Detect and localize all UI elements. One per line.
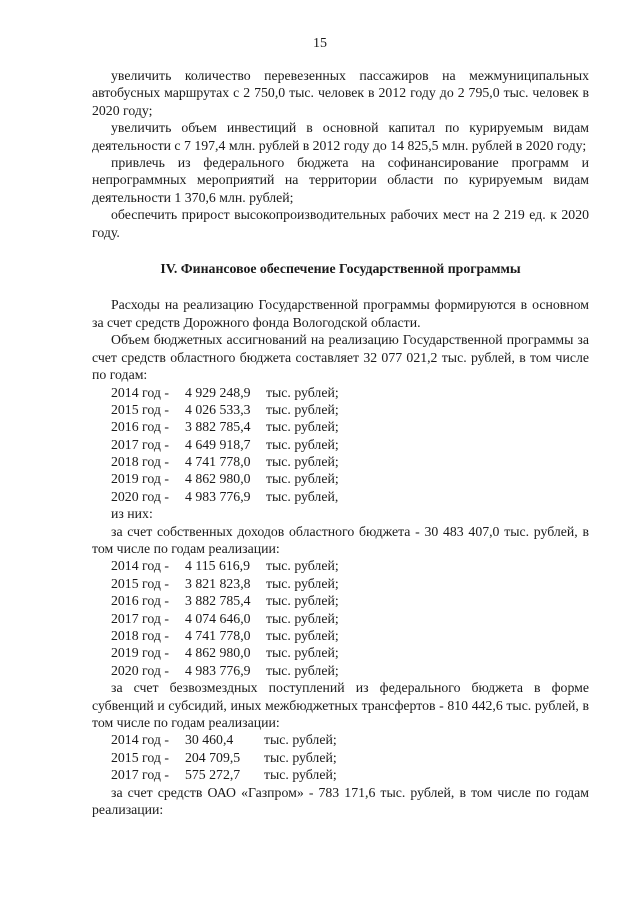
paragraph-financing-intro: Расходы на реализацию Государственной программы формируются в основном за счет средств Дорожного фонда Вологодской области. <box>92 297 589 330</box>
list-item: 2016 год - 3 882 785,4 тыс. рублей; <box>111 593 339 609</box>
list-item: 2015 год - 4 026 533,3 тыс. рублей; <box>111 401 339 417</box>
paragraph-federal-transfers: за счет безвозмездных поступлений из федерального бюджета в форме субвенций и субсидий, иных межбюджетных трансфертов - 810 442,6 тыс. рублей, в том числе по годам реализации: <box>92 680 589 730</box>
paragraph-passengers-goal: увеличить количество перевезенных пассажиров на межмуниципальных автобусных маршрутах с 2 750,0 тыс. человек в 2012 году до 2 795,0 тыс. человек в 2020 году; <box>92 68 589 118</box>
list-item: 2015 год - 204 709,5 тыс. рублей; <box>111 749 337 765</box>
list-item: 2014 год - 4 929 248,9 тыс. рублей; <box>111 384 339 400</box>
list-item: 2014 год - 4 115 616,9 тыс. рублей; <box>111 558 339 574</box>
own-revenue-list <box>92 557 589 679</box>
list-item: 2019 год - 4 862 980,0 тыс. рублей; <box>111 645 339 661</box>
list-item: 2014 год - 30 460,4 тыс. рублей; <box>111 732 337 748</box>
list-item: 2020 год - 4 983 776,9 тыс. рублей, <box>111 488 339 504</box>
paragraph-gazprom: за счет средств ОАО «Газпром» - 783 171,6 тыс. рублей, в том числе по годам реализации: <box>92 784 589 817</box>
list-item: 2019 год - 4 862 980,0 тыс. рублей; <box>111 471 339 487</box>
paragraph-of-which: из них: <box>111 506 153 522</box>
list-item: 2018 год - 4 741 778,0 тыс. рублей; <box>111 454 339 470</box>
section-heading: IV. Финансовое обеспечение Государственной программы <box>160 261 521 277</box>
page-number: 15 <box>313 36 327 51</box>
list-item: 2017 год - 4 649 918,7 тыс. рублей; <box>111 436 339 452</box>
federal-transfers-list <box>92 731 589 783</box>
document-body <box>92 67 589 818</box>
regional-budget-list <box>92 384 589 506</box>
list-item: 2016 год - 3 882 785,4 тыс. рублей; <box>111 419 339 435</box>
list-item: 2020 год - 4 983 776,9 тыс. рублей; <box>111 662 339 678</box>
paragraph-investment-goal: увеличить объем инвестиций в основной капитал по курируемым видам деятельности с 7 197,4 млн. рублей в 2012 году до 14 825,5 млн. рублей в 2020 году; <box>92 120 589 153</box>
list-item: 2015 год - 3 821 823,8 тыс. рублей; <box>111 575 339 591</box>
paragraph-jobs-goal: обеспечить прирост высокопроизводительных рабочих мест на 2 219 ед. к 2020 году. <box>92 207 589 240</box>
paragraph-regional-budget: Объем бюджетных ассигнований на реализацию Государственной программы за счет средств областного бюджета составляет 32 077 021,2 тыс. рублей, в том числе по годам: <box>92 332 589 383</box>
list-item: 2017 год - 4 074 646,0 тыс. рублей; <box>111 610 339 626</box>
paragraph-federal-funding-goal: привлечь из федерального бюджета на софинансирование программ и непрограммных мероприятий на территории области по курируемым видам деятельности 1 370,6 млн. рублей; <box>92 155 589 205</box>
list-item: 2017 год - 575 272,7 тыс. рублей; <box>111 767 337 783</box>
list-item: 2018 год - 4 741 778,0 тыс. рублей; <box>111 628 339 644</box>
paragraph-own-revenue: за счет собственных доходов областного бюджета - 30 483 407,0 тыс. рублей, в том числе по годам реализации: <box>92 523 589 557</box>
